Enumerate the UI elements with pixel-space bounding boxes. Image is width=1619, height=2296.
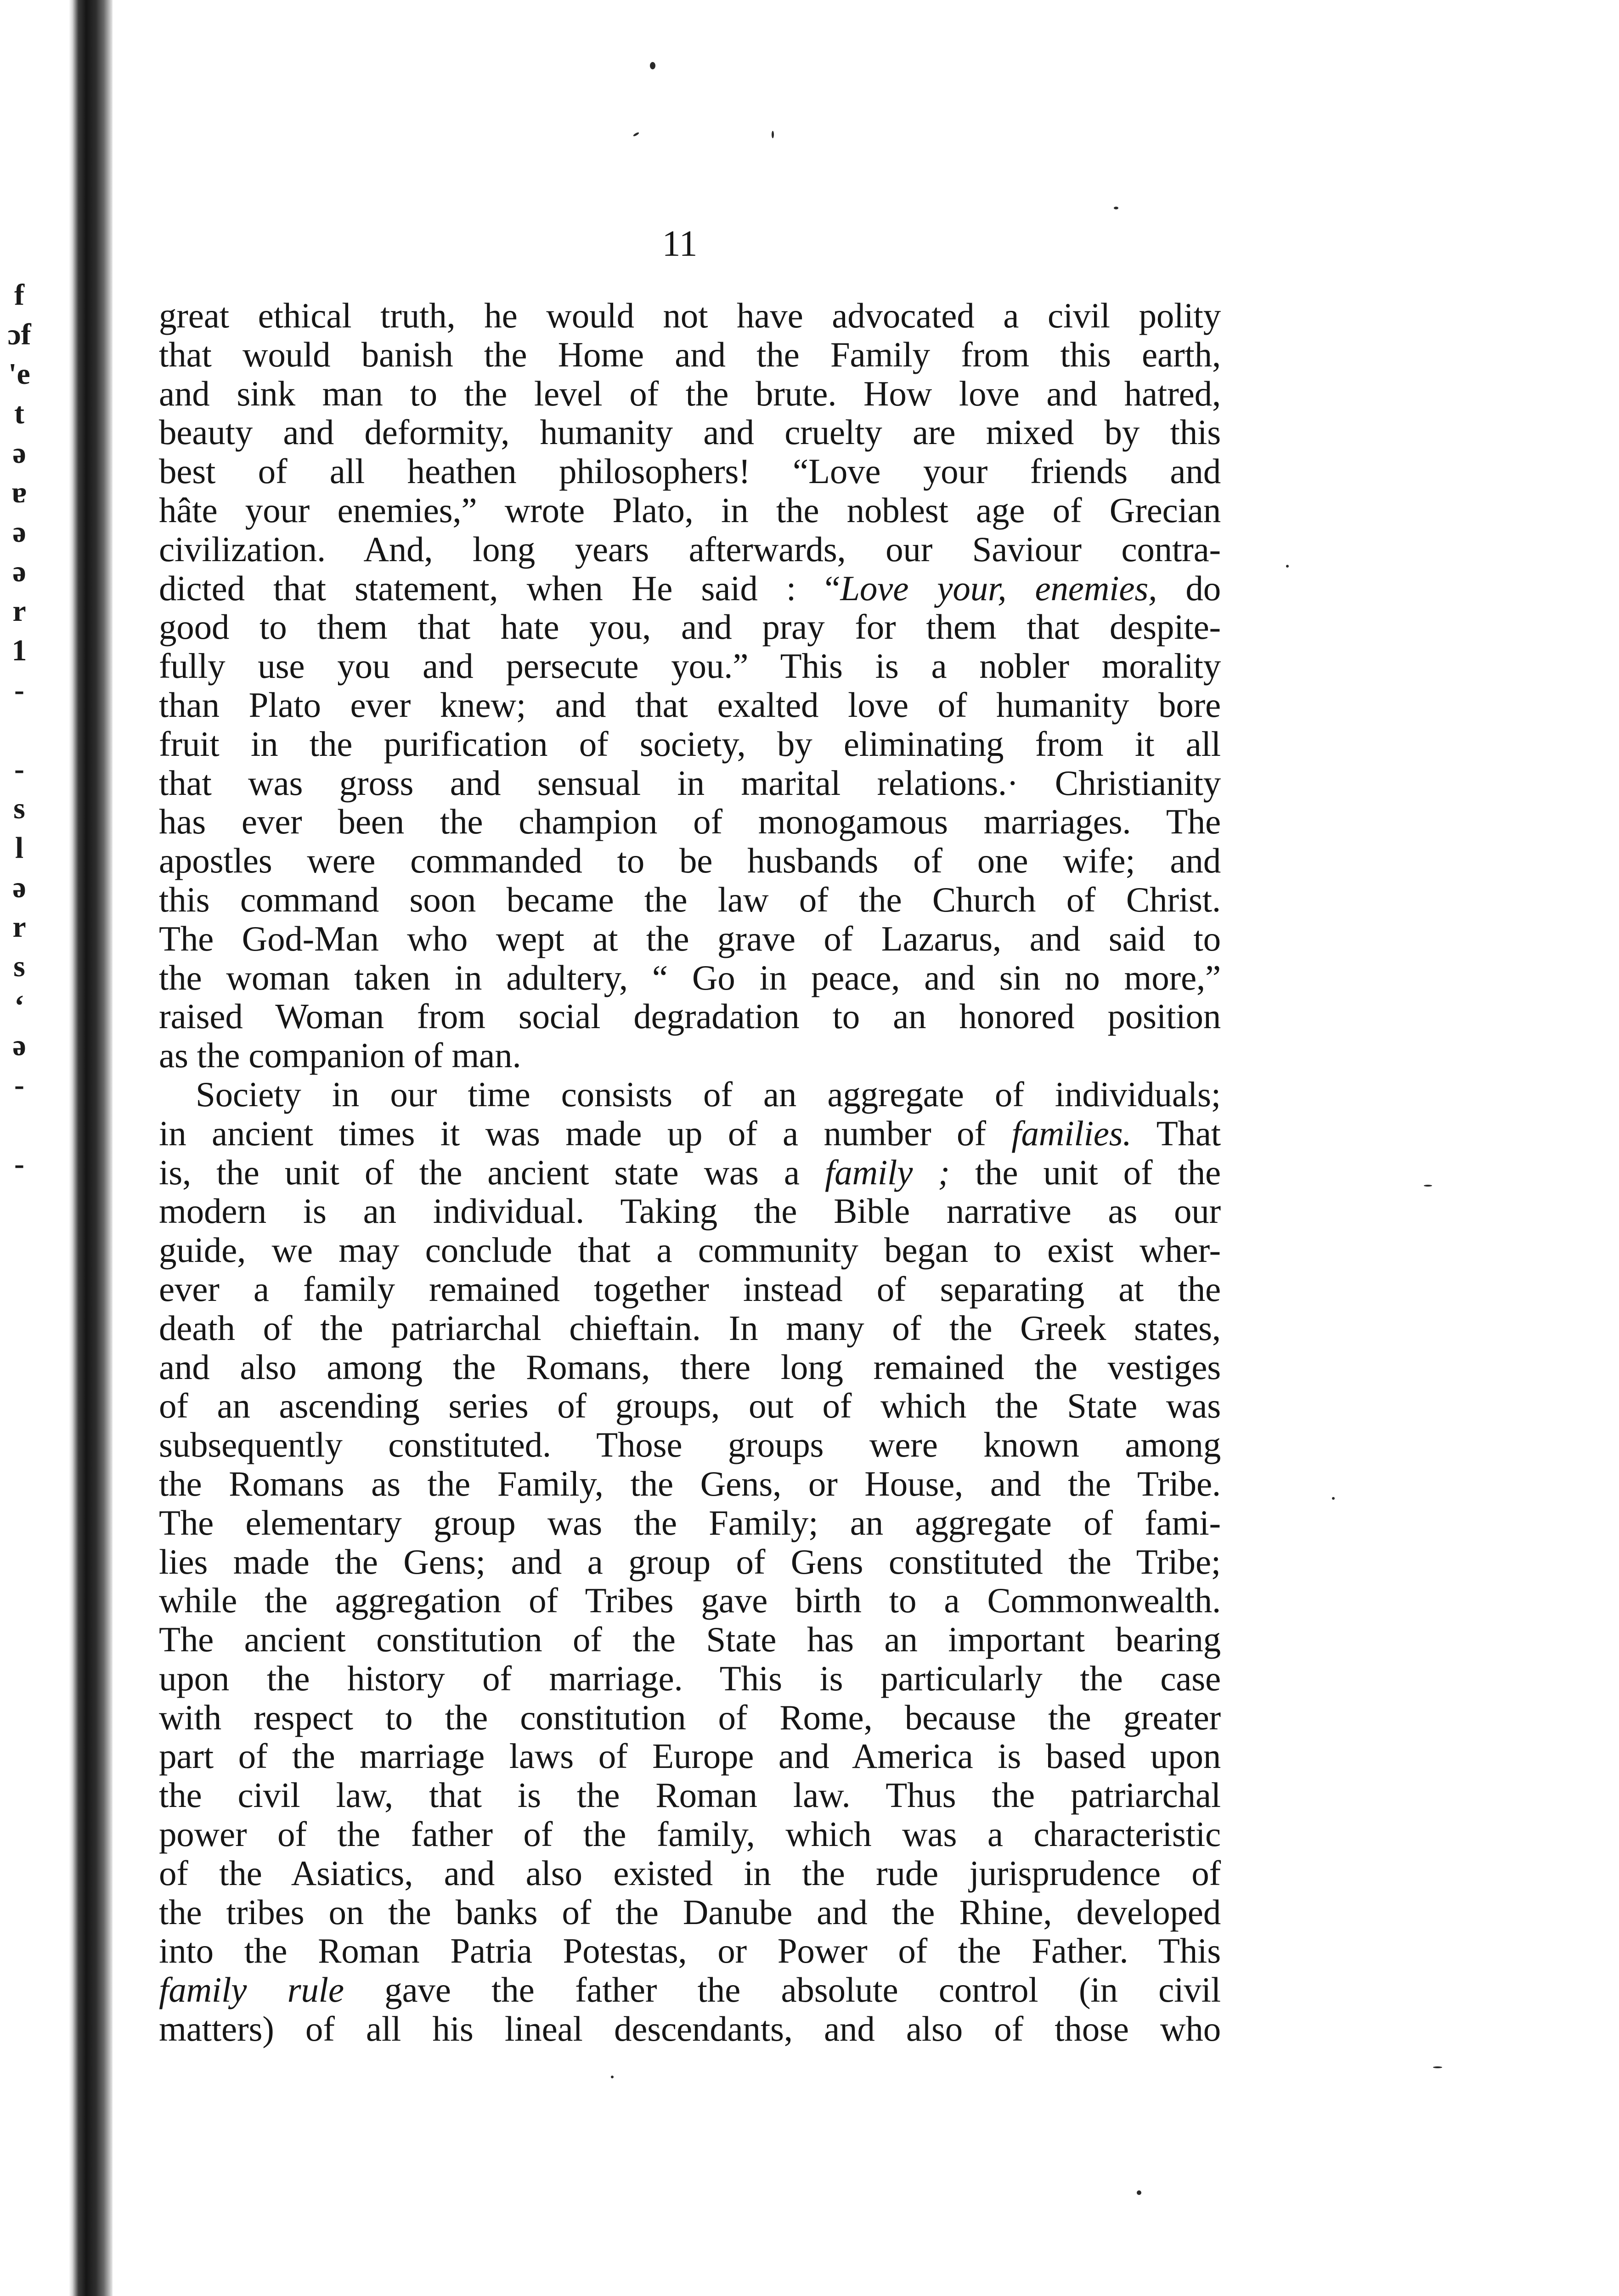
- text-line: [159, 880, 1221, 919]
- text-line: [159, 725, 1221, 764]
- italic-run: family ;: [824, 1152, 950, 1192]
- text-run: good to them that hate you, and pray for them that despite-: [159, 607, 1221, 647]
- text-line: [159, 1815, 1221, 1854]
- ink-speck: [1424, 1185, 1432, 1187]
- text-run: in ancient times it was made up of a number of: [159, 1113, 1012, 1153]
- text-line: [159, 1348, 1221, 1387]
- text-run: lies made the Gens; and a group of Gens constituted the Tribe;: [159, 1542, 1221, 1581]
- text-run: raised Woman from social degradation to an honored position: [159, 996, 1221, 1036]
- text-line: [159, 1386, 1221, 1425]
- facing-page-bleed-through: [6, 276, 33, 1184]
- text-line: [159, 491, 1221, 530]
- text-line: [159, 413, 1221, 452]
- ink-speck: [633, 132, 640, 137]
- body-text: [159, 296, 1221, 2048]
- bleed-char: ɐ: [11, 476, 27, 509]
- text-run: the Romans as the Family, the Gens, or House, and the Tribe.: [159, 1463, 1221, 1503]
- text-line: [159, 1270, 1221, 1309]
- text-line: [159, 1970, 1221, 2009]
- text-run: the woman taken in adultery, “ Go in peace, and sin no more,”: [159, 957, 1221, 997]
- text-run: modern is an individual. Taking the Bible narrative as our: [159, 1191, 1221, 1231]
- text-line: [159, 958, 1221, 997]
- bleed-char: 'e: [8, 357, 30, 391]
- text-line: [159, 1503, 1221, 1542]
- text-run: that would banish the Home and the Family from this earth,: [159, 334, 1221, 374]
- bleed-char: r: [12, 910, 26, 944]
- text-line: [159, 1153, 1221, 1192]
- text-run: than Plato ever knew; and that exalted love of humanity bore: [159, 685, 1221, 725]
- text-run: do: [1157, 568, 1221, 608]
- bleed-char: -: [14, 1068, 24, 1102]
- text-run: subsequently constituted. Those groups were known among: [159, 1425, 1221, 1465]
- ink-speck: [1137, 2190, 1141, 2195]
- text-run: The ancient constitution of the State has an important bearing: [159, 1620, 1221, 1660]
- bleed-char: -: [14, 673, 24, 707]
- text-line: [159, 1659, 1221, 1698]
- ink-speck: [1286, 565, 1289, 568]
- text-run: fruit in the purification of society, by eliminating from it all: [159, 724, 1221, 764]
- text-run: this command soon became the law of the Church of Christ.: [159, 879, 1221, 919]
- text-run: that was gross and sensual in marital relations.· Christianity: [159, 763, 1221, 803]
- text-run: guide, we may conclude that a community began to exist wher-: [159, 1230, 1221, 1270]
- text-line: [159, 1893, 1221, 1932]
- text-line: [159, 1464, 1221, 1503]
- text-line: [159, 1581, 1221, 1620]
- italic-run: families.: [1011, 1113, 1132, 1153]
- text-run: death of the patriarchal chieftain. In many of the Greek states,: [159, 1308, 1221, 1348]
- ink-speck: [1114, 207, 1118, 209]
- text-run: and also among the Romans, there long remained the vestiges: [159, 1347, 1221, 1387]
- text-line: [159, 764, 1221, 803]
- bleed-char: t: [14, 397, 24, 430]
- bleed-char: s: [13, 950, 25, 983]
- text-run: That: [1131, 1113, 1221, 1153]
- text-line: [159, 647, 1221, 686]
- bleed-char: ə: [12, 555, 26, 588]
- text-line: [159, 1075, 1221, 1114]
- bleed-char: r: [12, 594, 26, 628]
- text-run: dicted that statement, when He said : “: [159, 568, 841, 608]
- text-run: hâte your enemies,” wrote Plato, in the noblest age of Grecian: [159, 490, 1221, 530]
- text-run: with respect to the constitution of Rome, because the greater: [159, 1697, 1221, 1737]
- text-run: while the aggregation of Tribes gave birth to a Commonwealth.: [159, 1581, 1221, 1621]
- italic-run: family rule: [159, 1970, 344, 2010]
- bleed-char: [6, 710, 33, 749]
- text-line: [159, 997, 1221, 1036]
- ink-speck: [772, 131, 774, 138]
- text-run: part of the marriage laws of Europe and America is based upon: [159, 1736, 1221, 1776]
- italic-run: Love your, enemies,: [840, 568, 1157, 608]
- text-run: matters) of all his lineal descendants, and also of those who: [159, 2009, 1221, 2049]
- bleed-char: ʻ: [14, 989, 24, 1023]
- ink-speck: [1332, 1497, 1335, 1500]
- text-line: [159, 686, 1221, 725]
- bleed-char: [6, 1105, 33, 1144]
- text-line: [159, 1231, 1221, 1270]
- bleed-char: -: [14, 752, 24, 786]
- text-run: is, the unit of the ancient state was a: [159, 1152, 825, 1192]
- bleed-char: -: [14, 1147, 24, 1181]
- text-line: [159, 1309, 1221, 1348]
- text-line: [159, 335, 1221, 374]
- text-line: [159, 374, 1221, 413]
- text-run: of the Asiatics, and also existed in the rude jurisprudence of: [159, 1853, 1221, 1893]
- text-line: [159, 1620, 1221, 1659]
- page-number: 11: [662, 224, 698, 264]
- text-line: [159, 452, 1221, 491]
- bleed-char: 1: [11, 634, 27, 667]
- text-run: into the Roman Patria Potestas, or Power of the Father. This: [159, 1931, 1221, 1971]
- text-line: [159, 530, 1221, 569]
- bleed-char: s: [13, 792, 25, 825]
- text-run: has ever been the champion of monogamous marriages. The: [159, 802, 1221, 842]
- text-line: [159, 841, 1221, 880]
- text-line: [159, 1114, 1221, 1153]
- text-run: gave the father the absolute control (in civil: [344, 1970, 1221, 2010]
- text-line: [159, 919, 1221, 958]
- text-line: [159, 1036, 1221, 1075]
- text-run: fully use you and persecute you.” This is a nobler morality: [159, 646, 1221, 686]
- text-run: apostles were commanded to be husbands of one wife; and: [159, 841, 1221, 881]
- ink-speck: [650, 62, 655, 69]
- bleed-char: ə: [12, 515, 26, 549]
- text-run: power of the father of the family, which was a characteristic: [159, 1814, 1221, 1854]
- bleed-char: l: [15, 831, 24, 865]
- text-line: [159, 1931, 1221, 1970]
- text-run: civilization. And, long years afterwards, our Saviour contra-: [159, 529, 1221, 569]
- text-run: as the companion of man.: [159, 1035, 521, 1075]
- text-line: [159, 802, 1221, 841]
- ink-speck: [1433, 2066, 1442, 2068]
- text-run: Society in our time consists of an aggregate of individuals;: [196, 1074, 1221, 1114]
- text-line: [159, 1854, 1221, 1893]
- text-line: [159, 1698, 1221, 1737]
- text-run: and sink man to the level of the brute. How love and hatred,: [159, 373, 1221, 413]
- text-run: the unit of the: [949, 1152, 1221, 1192]
- text-line: [159, 1737, 1221, 1776]
- text-line: [159, 1192, 1221, 1231]
- text-run: The elementary group was the Family; an aggregate of fami-: [159, 1503, 1221, 1542]
- bleed-char: ə: [12, 436, 26, 470]
- text-line: [159, 569, 1221, 608]
- text-run: The God-Man who wept at the grave of Lazarus, and said to: [159, 918, 1221, 958]
- text-run: of an ascending series of groups, out of which the State was: [159, 1386, 1221, 1426]
- text-line: [159, 608, 1221, 647]
- bleed-char: ə: [12, 871, 26, 904]
- text-run: upon the history of marriage. This is particularly the case: [159, 1658, 1221, 1698]
- text-line: [159, 296, 1221, 335]
- text-run: beauty and deformity, humanity and cruelty are mixed by this: [159, 412, 1221, 452]
- text-line: [159, 1776, 1221, 1815]
- text-run: the tribes on the banks of the Danube and the Rhine, developed: [159, 1892, 1221, 1932]
- text-line: [159, 1542, 1221, 1581]
- ink-speck: [611, 2076, 614, 2078]
- text-line: [159, 2009, 1221, 2048]
- text-line: [159, 1425, 1221, 1464]
- bleed-char: ə: [12, 1029, 26, 1062]
- bleed-char: f: [14, 278, 24, 312]
- text-run: best of all heathen philosophers! “Love your friends and: [159, 451, 1221, 491]
- text-run: the civil law, that is the Roman law. Thus the patriarchal: [159, 1775, 1221, 1815]
- text-run: ever a family remained together instead of separating at the: [159, 1269, 1221, 1309]
- binding-shadow: [69, 0, 113, 2296]
- bleed-char: ɔf: [7, 318, 31, 351]
- text-run: great ethical truth, he would not have advocated a civil polity: [159, 296, 1221, 335]
